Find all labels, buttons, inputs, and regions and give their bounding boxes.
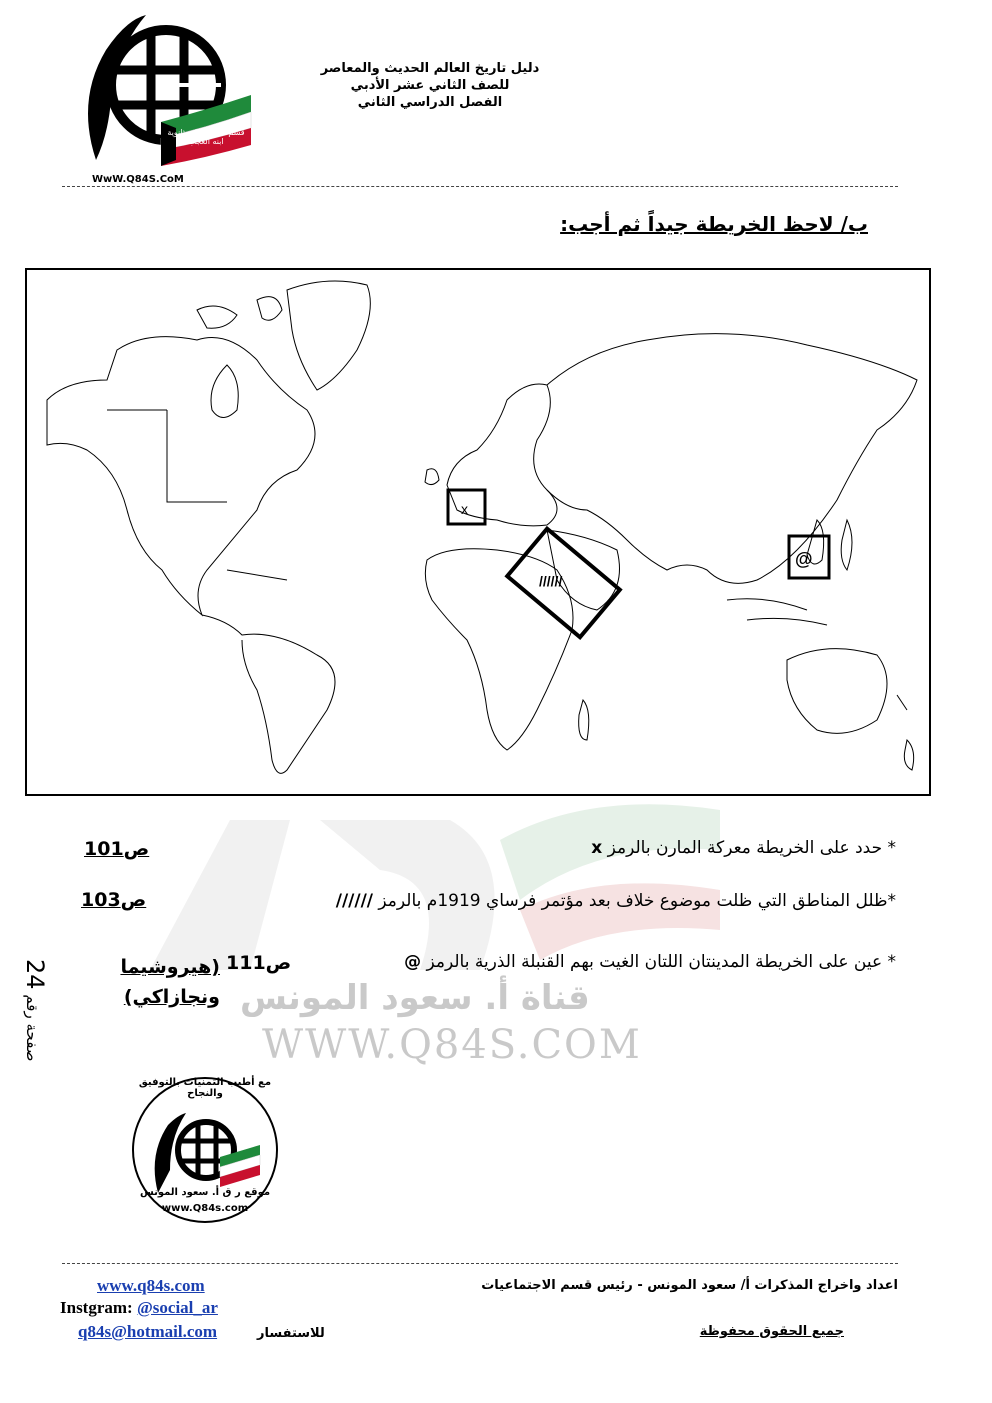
header-line-3: الفصل الدراسي الثاني [357,95,503,110]
instagram-label: Instgram: [60,1298,133,1317]
badge-site-line: موقع ر ق أ. سعود المونس [139,1187,271,1198]
question-title: ب/ لاحظ الخريطة جيداً ثم أجب: [560,212,868,236]
at-symbol: @ [795,549,813,569]
website-link[interactable]: www.q84s.com [97,1276,205,1295]
item-3-symbol: @ [404,952,422,972]
page-number-value: 24 [21,959,49,990]
document-header [300,60,560,111]
item-2-text: *ظلل المناطق التي ظلت موضوع خلاف بعد مؤتمر فرساي 1919م بالرمز [378,891,896,911]
footer-rights: جميع الحقوق محفوظة [699,1324,844,1339]
site-logo [66,10,256,190]
world-map-outline [27,270,929,794]
badge-url: www.Q84s.com [161,1203,249,1214]
stripes-symbol: ////// [539,573,563,589]
header-line-2: للصف الثاني عشر الأدبي [350,78,510,93]
question-item-3 [256,950,896,974]
item-1-page: ص101 [84,838,150,860]
item-3-page: ص111 [226,952,292,974]
instagram-link[interactable]: @social_ar [136,1298,218,1317]
watermark-channel: قناة أ. سعود المونس [240,978,590,1018]
question-item-2 [216,889,896,913]
page-number-label: صفحة رقم [23,994,41,1062]
item-2-symbol: ////// [335,891,374,911]
logo-url: WwW.Q84S.CoM [92,174,184,185]
instagram-line [60,1298,218,1318]
world-map [25,268,931,796]
footer-badge-logo [110,1075,300,1225]
item-1-text: * حدد على الخريطة معركة المارن بالرمز [607,838,896,858]
item-3-answer: (هيروشيما ونجازاكي) [120,956,220,1008]
item-2-page: ص103 [81,889,147,911]
header-divider [62,186,898,187]
footer-inquiry: للاستفسار [257,1326,325,1341]
watermark-url: WWW.Q84S.COM [262,1022,642,1068]
logo-caption: قسم الاجتماعيات ثانوية ابنه العجب [167,128,245,146]
header-line-1: دليل تاريخ العالم الحديث والمعاصر [320,61,540,76]
footer-divider [62,1263,898,1264]
page-number [10,959,49,1090]
question-item-1 [376,836,896,860]
item-3-text: * عين على الخريطة المدينتان اللتان الغيت بهم القنبلة الذرية بالرمز [426,952,896,972]
badge-arc-text: مع أطيب التمنيات بالتوفيق والنجاح [138,1077,272,1099]
x-symbol: x [461,501,468,517]
footer-credit: اعداد واخراج المذكرات أ/ سعود المونس - رئيس قسم الاجتماعيات [481,1278,898,1293]
email-link[interactable]: q84s@hotmail.com [78,1322,218,1341]
item-1-symbol: x [591,838,603,858]
versailles-dispute-box [507,529,620,638]
